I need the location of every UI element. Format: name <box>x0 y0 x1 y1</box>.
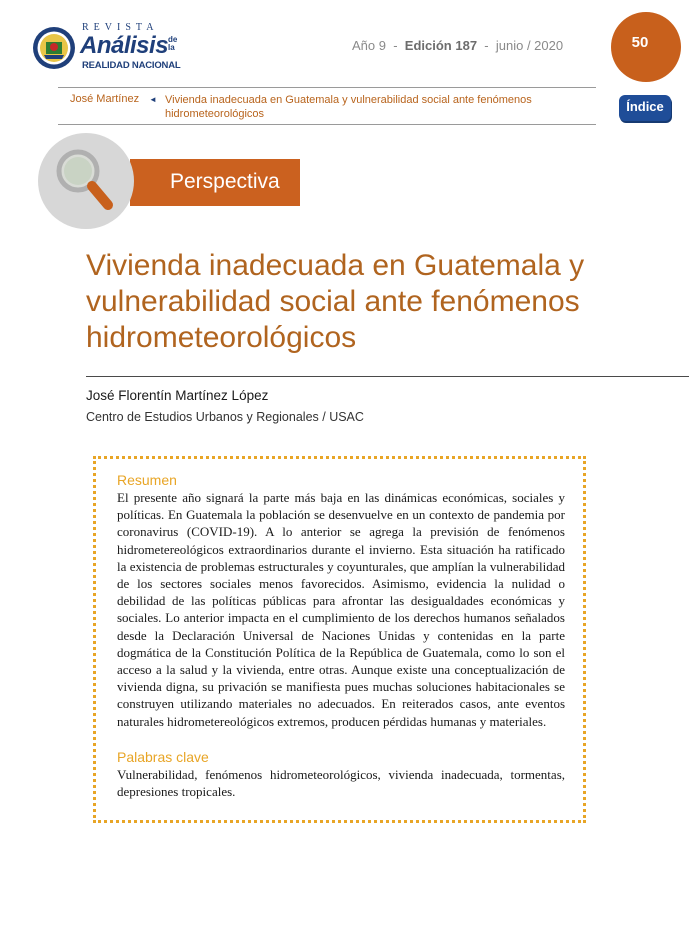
page-number-badge <box>611 12 681 82</box>
issue-separator: - <box>484 38 489 53</box>
page-number: 50 <box>631 34 649 51</box>
article-title: Vivienda inadecuada en Guatemala y vulnerabilidad social ante fenómenos hidrometeorológicos <box>86 249 585 354</box>
keywords-heading: Palabras clave <box>117 749 209 765</box>
issue-edition: Edición 187 <box>404 38 478 53</box>
section-icon-circle <box>38 133 134 229</box>
running-head-author: José Martínez <box>70 93 140 105</box>
issue-year: Año 9 <box>352 38 386 53</box>
title-rule <box>86 376 689 377</box>
running-head-bottom-rule <box>58 124 596 125</box>
logo-realidad-text: REALIDAD NACIONAL <box>82 60 181 71</box>
index-button[interactable]: Índice <box>619 95 671 121</box>
author-name: José Florentín Martínez López <box>86 388 269 403</box>
magnifier-icon <box>38 133 134 229</box>
abstract-text: El presente año signará la parte más baja en las dinámicas económicas, sociales y políticas. En Guatemala la población se desenvuelve en un contexto de pandemia por coronavirus (COVID-19). A lo anterior se agrega la previsión de fenómenos hidrometereológicos extraordinarios durante el invierno. Esta situación ha ratificado la existencia de problemas estructurales y coyunturales, que amplían la vulnerabilidad de los sectores sociales menos favorecidos. Asimismo, evidencia la nulidad o debilidad de las políticas públicas para afrontar las desigualdades económicas y sociales. Lo anterior impacta en el cumplimiento de los derechos humanos señalados desde la Declaración Universal de Naciones Unidas y contenidas en la parte dogmática de la Constitución Política de la República de Guatemala, como lo son el acceso a la salud y la vivienda, entre otras. Aunque existe una conceptualización de vivienda digna, su privación se manifiesta pues muchas soluciones habitacionales se construyen utilizando materiales no adecuados. En reiterados casos, ante eventos naturales hidrometereológicos extremos, producen pérdidas humanas y materiales. <box>117 490 565 729</box>
running-head-top-rule <box>58 87 596 88</box>
section-label: Perspectiva <box>170 170 280 193</box>
issue-info <box>352 38 563 53</box>
logo-analisis-text: Análisis <box>80 32 169 59</box>
running-head-arrow-icon: ◄ <box>149 95 157 104</box>
running-head-title[interactable]: Vivienda inadecuada en Guatemala y vulnerabilidad social ante fenómenos hidrometeorológicos <box>165 94 532 120</box>
abstract-heading: Resumen <box>117 472 177 488</box>
journal-logo <box>32 22 182 76</box>
keywords-text: Vulnerabilidad, fenómenos hidrometeorológicos, vivienda inadecuada, tormentas, depresiones tropicales. <box>117 767 565 800</box>
logo-revista-text: REVISTA <box>82 22 159 33</box>
university-seal-icon <box>32 26 76 70</box>
issue-date: junio / 2020 <box>495 38 564 53</box>
logo-dela-text: de la <box>168 35 178 52</box>
issue-separator: - <box>393 38 398 53</box>
author-affiliation: Centro de Estudios Urbanos y Regionales / USAC <box>86 410 364 424</box>
